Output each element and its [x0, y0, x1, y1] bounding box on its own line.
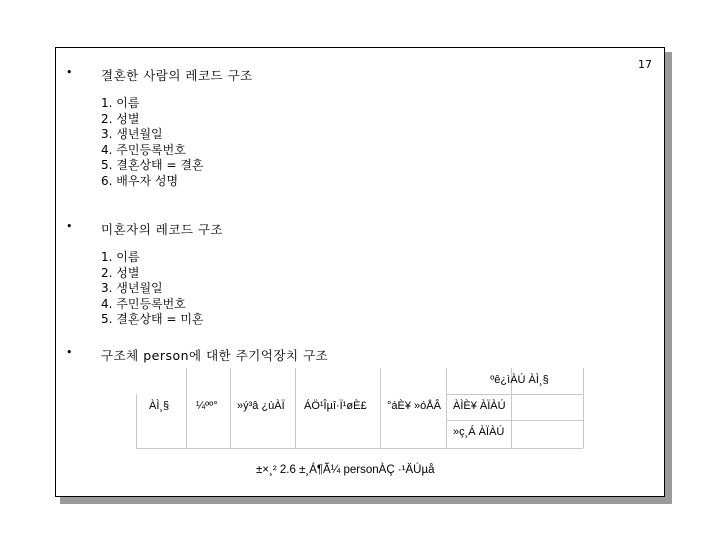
list-item: 2. 성별 — [101, 111, 140, 126]
list-item: 1. 이름 — [101, 250, 140, 264]
list-item: 3. 생년월일 — [101, 127, 163, 141]
bullet-heading — [56, 66, 664, 82]
diagram-cell: °áÈ¥ »óÅÂ — [387, 400, 441, 412]
list-item: 1. 이름 — [101, 96, 140, 110]
top-header-cell: ºê¿ìÀÚ ÀÌ¸§ — [490, 374, 549, 386]
diagram-cell: ÁÖ¹Îµî·Ï¹øÈ£ — [304, 400, 367, 412]
list-item: 3. 생년월일 — [101, 281, 163, 295]
diagram-cell: ÀÌ¸§ — [149, 400, 170, 412]
divider — [446, 420, 583, 421]
divider — [186, 368, 187, 448]
list-item: 6. 배우자 성명 — [101, 173, 179, 188]
divider — [295, 368, 296, 448]
memory-diagram — [136, 368, 584, 448]
diagram-cell: »ý³â ¿ùÀÏ — [237, 400, 285, 412]
bullet-icon: • — [66, 220, 73, 233]
bullet-heading — [56, 346, 664, 362]
field-list — [101, 250, 709, 328]
page-number: 17 — [638, 58, 652, 71]
bullet-icon: • — [66, 346, 73, 359]
divider — [380, 368, 381, 448]
diagram-cell: ÀÌÈ¥ ÀÏÀÚ — [453, 400, 506, 412]
diagram-cell: ¼ºº° — [196, 400, 218, 412]
bullet-icon: • — [66, 66, 73, 79]
section-memory — [56, 346, 664, 362]
divider — [583, 368, 584, 448]
section-heading: 구조체 person에 대한 주기억장치 구조 — [101, 348, 329, 363]
bullet-heading — [56, 220, 664, 236]
divider — [446, 394, 583, 395]
divider — [136, 394, 137, 448]
diagram-cell: »ç¸Á ÀÏÀÚ — [453, 426, 505, 438]
list-item: 5. 결혼상태 = 결혼 — [101, 158, 204, 172]
section-heading: 결혼한 사람의 레코드 구조 — [101, 68, 253, 83]
figure-caption: ±×¸² 2.6 ±¸Á¶Ã¼ personÀÇ ·¹ÄÚµå — [256, 464, 435, 476]
list-item: 5. 결혼상태 = 미혼 — [101, 312, 204, 326]
field-list — [101, 96, 709, 189]
divider — [230, 368, 231, 448]
divider — [446, 368, 447, 448]
divider — [136, 448, 583, 449]
section-married — [56, 66, 664, 189]
list-item: 4. 주민등록번호 — [101, 296, 186, 311]
section-single — [56, 220, 664, 328]
section-heading: 미혼자의 레코드 구조 — [101, 222, 224, 237]
slide — [55, 47, 665, 497]
list-item: 2. 성별 — [101, 265, 140, 280]
list-item: 4. 주민등록번호 — [101, 142, 186, 157]
